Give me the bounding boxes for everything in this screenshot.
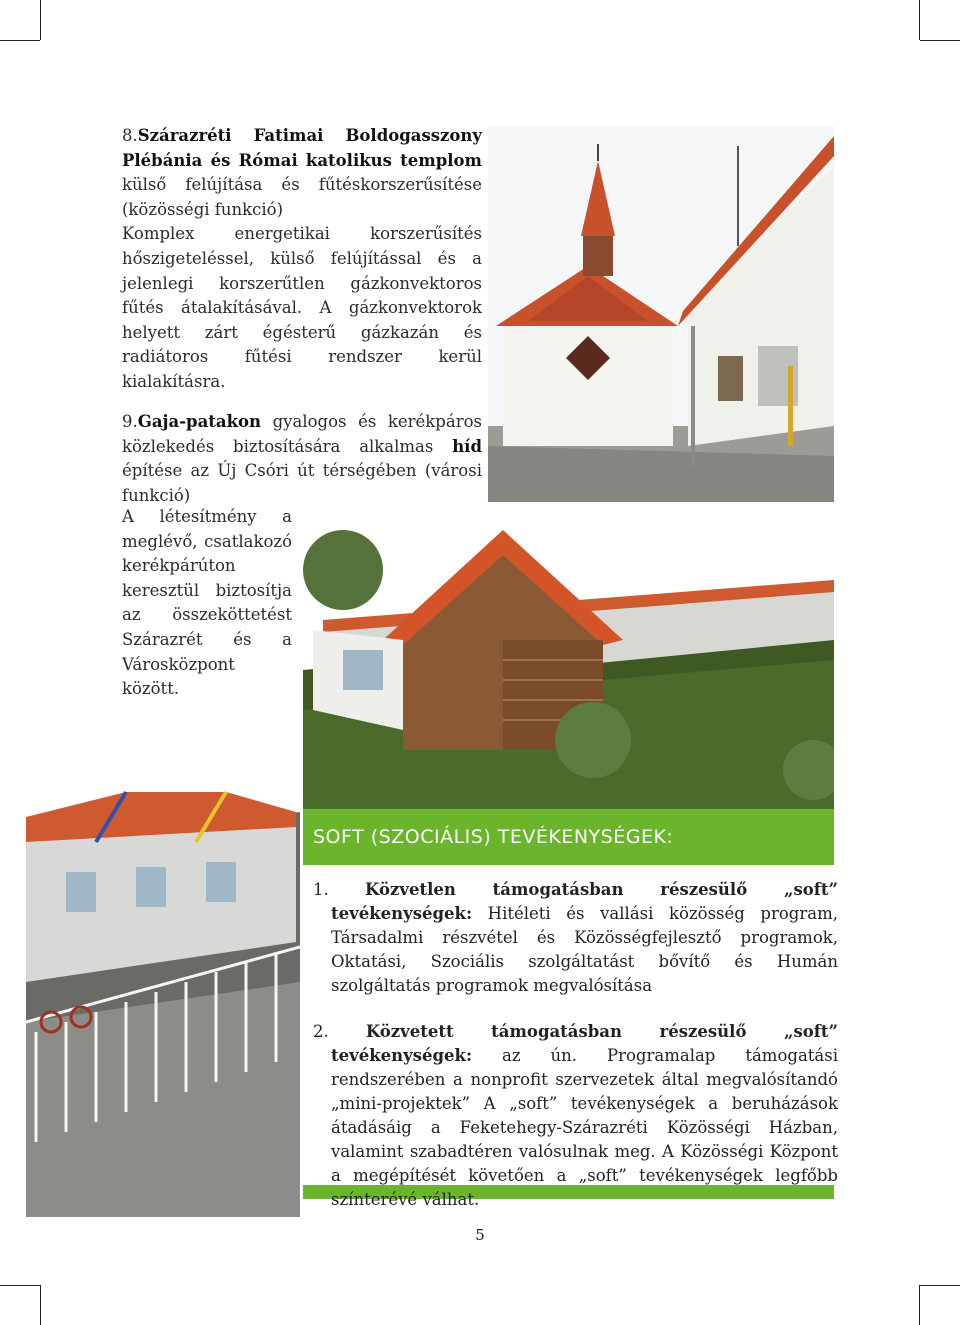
item-9-body: A létesítmény a meglévő, csatlakozó kerékpárúton keresztül biztosítja az összeköttetést Szárazrét és a Városközpont között.: [122, 507, 292, 699]
soft-heading: SOFT (SZOCIÁLIS) TEVÉKENYSÉGEK:: [313, 826, 674, 848]
item-number: 2.: [313, 1022, 329, 1041]
school-render: [26, 722, 300, 1217]
item-title: Szárazréti Fatimai Boldogasszony Plébánia és Római katolikus templom: [122, 126, 482, 170]
item-title: Gaja-patakon: [137, 412, 262, 431]
soft-item-1: [313, 878, 838, 998]
item-title-rest: külső felújítása és fűtéskorszerűsítése (közösségi funkció): [122, 175, 482, 219]
item-9: [122, 410, 482, 508]
item-number: 1.: [313, 880, 329, 899]
soft-item-text: Hitéleti és vallási közösség program, Társadalmi részvétel és Közösségfejlesztő programok, Oktatási, Szociális szolgáltatást bővítő és Humán szolgáltatás programok megvalósítása: [331, 904, 838, 995]
soft-item-text: az ún. Programalap támogatási rendszerében a nonprofit szervezetek által megvalósítandó „mini-projektek” A „soft” tevékenységek a beruházások átadásáig a Feketehegy-Szárazréti Közösségi Házban, valamint szabadtéren valósulnak meg. A Közösségi Központ a megépítését követően a „soft” tevékenységek legfőbb színterévé válhat.: [331, 1046, 838, 1209]
church-photo: [488, 126, 834, 502]
crop-mark: [0, 40, 40, 41]
crop-mark: [40, 1285, 41, 1325]
crop-mark: [920, 40, 960, 41]
item-title-rest: építése az Új Csóri út térségében (városi funkció): [122, 461, 482, 505]
crop-mark: [920, 1285, 960, 1286]
item-number: 8.: [122, 126, 138, 145]
crop-mark: [919, 1285, 920, 1325]
soft-item-2: [313, 1020, 838, 1212]
item-body: Komplex energetikai korszerűsítés hőszigeteléssel, külső felújítással és a jelenlegi korszerűtlen gázkonvektoros fűtés átalakításával. A gázkonvektorok helyett zárt égésterű gázkazán és radiátoros fűtési rendszer kerül kialakításra.: [122, 224, 482, 391]
crop-mark: [40, 0, 41, 40]
item-title-bold: híd: [452, 436, 482, 456]
page-number: 5: [475, 1226, 485, 1244]
community-house-render: [303, 510, 834, 810]
crop-mark: [919, 0, 920, 40]
soft-item-title: Közvetlen támogatásban részesülő „soft” tevékenységek:: [331, 880, 838, 923]
soft-item-title: Közvetett támogatásban részesülő „soft” tevékenységek:: [331, 1022, 838, 1065]
item-8: [122, 124, 482, 395]
item-number: 9.: [122, 412, 138, 431]
crop-mark: [0, 1285, 40, 1286]
item-title-rest: gyalogos és kerékpáros közlekedés biztosítására alkalmas: [122, 412, 482, 456]
